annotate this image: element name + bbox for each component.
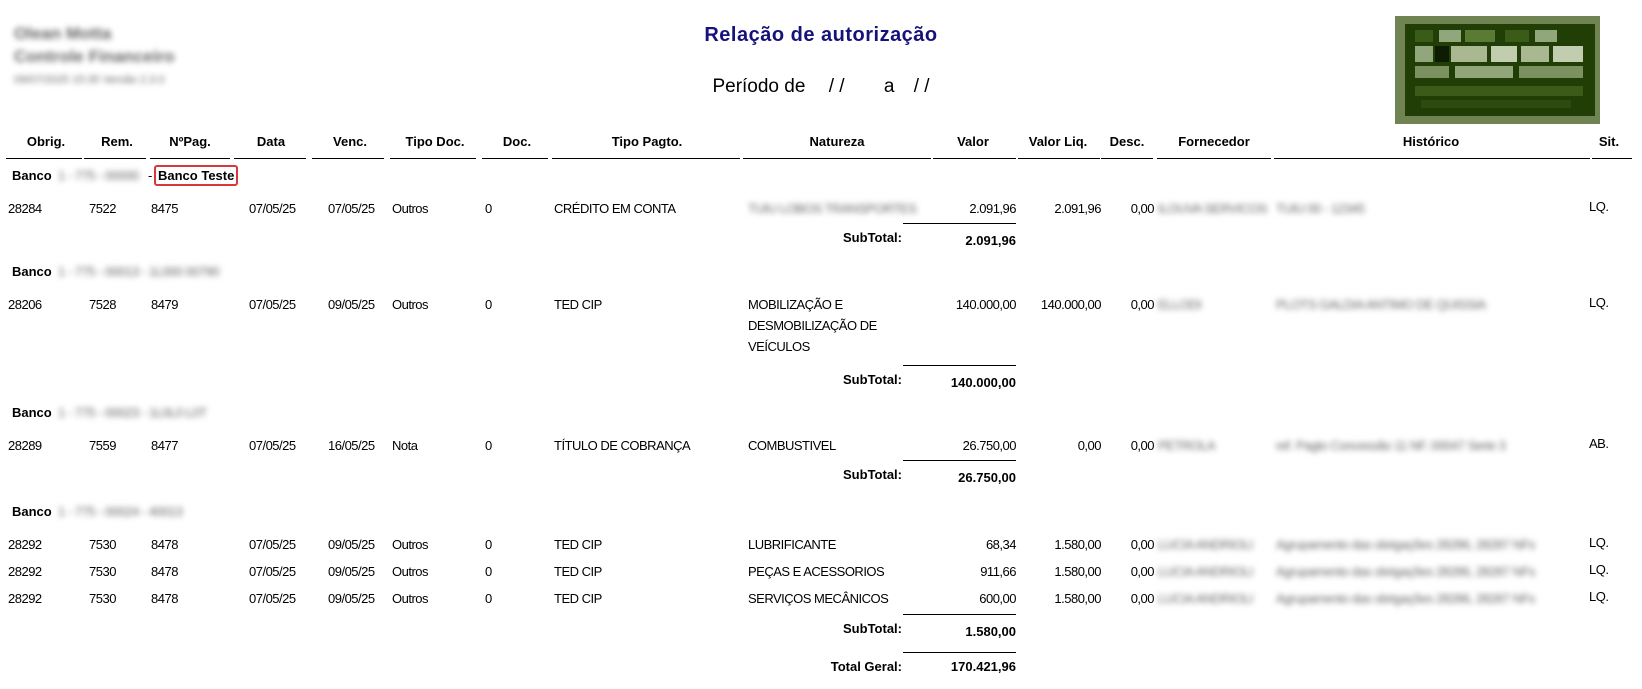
subtotal-label: SubTotal: bbox=[843, 230, 902, 245]
cell-valor-liq: 1.580,00 bbox=[1054, 537, 1101, 552]
header-rule-segment bbox=[234, 158, 306, 159]
period-to: / / bbox=[913, 76, 930, 97]
period-sep: a bbox=[883, 76, 895, 97]
cell-tipo-doc: Nota bbox=[392, 438, 418, 453]
subtotal-value: 1.580,00 bbox=[965, 624, 1016, 639]
bank-account: 1 - 775 - 00023 - 1L0L0 L0T bbox=[58, 405, 207, 420]
cell-npag: 8477 bbox=[151, 438, 178, 453]
company-subtitle: Controle Financeiro bbox=[14, 47, 175, 66]
header-rule-segment bbox=[933, 158, 1016, 159]
subtotal-rule bbox=[903, 365, 1016, 366]
cell-tipo-doc: Outros bbox=[392, 591, 429, 606]
cell-doc: 0 bbox=[485, 537, 492, 552]
header-rule-segment bbox=[390, 158, 476, 159]
cell-venc: 09/05/25 bbox=[328, 537, 375, 552]
cell-venc: 09/05/25 bbox=[328, 564, 375, 579]
subtotal-value: 2.091,96 bbox=[965, 233, 1016, 248]
cell-fornecedor: ILOUVA SERVICOS bbox=[1158, 201, 1268, 216]
cell-obrig: 28284 bbox=[8, 201, 42, 216]
cell-natureza: PEÇAS E ACESSORIOS bbox=[748, 564, 885, 579]
cell-valor: 140.000,00 bbox=[955, 297, 1016, 312]
cell-venc: 07/05/25 bbox=[328, 201, 375, 216]
cell-data: 07/05/25 bbox=[249, 297, 296, 312]
cell-valor: 911,66 bbox=[980, 564, 1016, 579]
cell-rem: 7522 bbox=[89, 201, 116, 216]
header-rule-segment bbox=[312, 158, 384, 159]
cell-sit: LQ. bbox=[1589, 535, 1609, 550]
subtotal-value: 26.750,00 bbox=[958, 470, 1016, 485]
column-header: NºPag. bbox=[169, 134, 211, 149]
column-header: Venc. bbox=[333, 134, 367, 149]
subtotal-label: SubTotal: bbox=[843, 372, 902, 387]
bank-label: Banco bbox=[12, 504, 52, 519]
subtotal-value: 140.000,00 bbox=[950, 375, 1016, 390]
cell-valor: 68,34 bbox=[985, 537, 1016, 552]
cell-npag: 8478 bbox=[151, 537, 178, 552]
cell-historico: Agrupamento das obrigações 28286, 28287 NFs bbox=[1276, 564, 1535, 579]
company-logo bbox=[1395, 16, 1600, 124]
grand-total-rule bbox=[903, 652, 1016, 653]
column-header: Data bbox=[256, 134, 286, 149]
company-name: Olean Motta bbox=[14, 24, 112, 43]
column-header: Sit. bbox=[1598, 134, 1620, 149]
cell-doc: 0 bbox=[485, 201, 492, 216]
period-from: / / bbox=[828, 76, 845, 97]
bank-separator: - bbox=[148, 168, 152, 183]
cell-tipo-doc: Outros bbox=[392, 201, 429, 216]
cell-desc: 0,00 bbox=[1130, 564, 1154, 579]
cell-doc: 0 bbox=[485, 564, 492, 579]
cell-obrig: 28292 bbox=[8, 564, 42, 579]
cell-natureza: COMBUSTIVEL bbox=[748, 438, 836, 453]
column-header: Fornecedor bbox=[1178, 134, 1250, 149]
header-rule-segment bbox=[6, 158, 82, 159]
cell-natureza: VEÍCULOS bbox=[748, 339, 810, 354]
cell-valor: 2.091,96 bbox=[969, 201, 1016, 216]
cell-data: 07/05/25 bbox=[249, 201, 296, 216]
cell-obrig: 28206 bbox=[8, 297, 42, 312]
cell-fornecedor: ELLODI bbox=[1158, 297, 1202, 312]
cell-data: 07/05/25 bbox=[249, 537, 296, 552]
header-rule-segment bbox=[84, 158, 146, 159]
column-header: Tipo Pagto. bbox=[611, 134, 683, 149]
report-title: Relação de autorização bbox=[704, 24, 938, 46]
cell-data: 07/05/25 bbox=[249, 438, 296, 453]
column-header: Valor Liq. bbox=[1028, 134, 1088, 149]
cell-desc: 0,00 bbox=[1130, 537, 1154, 552]
cell-fornecedor: LUCIA ANDRIOLI bbox=[1158, 564, 1253, 579]
header-rule-segment bbox=[482, 158, 548, 159]
grand-total-label: Total Geral: bbox=[830, 659, 902, 674]
cell-venc: 16/05/25 bbox=[328, 438, 375, 453]
cell-tipo-pagto: TED CIP bbox=[554, 564, 602, 579]
cell-rem: 7559 bbox=[89, 438, 116, 453]
cell-sit: LQ. bbox=[1589, 199, 1609, 214]
cell-desc: 0,00 bbox=[1130, 297, 1154, 312]
cell-rem: 7528 bbox=[89, 297, 116, 312]
cell-rem: 7530 bbox=[89, 591, 116, 606]
report-meta: 09/07/2025 15:35 Versão 2.3.0 bbox=[14, 74, 165, 86]
cell-historico: Agrupamento das obrigações 28286, 28287 NFs bbox=[1276, 537, 1535, 552]
header-rule-segment bbox=[1274, 158, 1590, 159]
cell-tipo-doc: Outros bbox=[392, 564, 429, 579]
grand-total-value: 170.421,96 bbox=[950, 659, 1016, 674]
cell-rem: 7530 bbox=[89, 537, 116, 552]
cell-rem: 7530 bbox=[89, 564, 116, 579]
cell-tipo-pagto: TÍTULO DE COBRANÇA bbox=[554, 438, 691, 453]
cell-natureza: DESMOBILIZAÇÃO DE bbox=[748, 318, 877, 333]
cell-fornecedor: LUCIA ANDRIOLI bbox=[1158, 591, 1253, 606]
cell-natureza: MOBILIZAÇÃO E bbox=[748, 297, 843, 312]
cell-obrig: 28292 bbox=[8, 591, 42, 606]
cell-historico: ref. Pagto Concessão 11 NF. 00047 Serie 3 bbox=[1276, 438, 1506, 453]
cell-data: 07/05/25 bbox=[249, 564, 296, 579]
cell-valor: 26.750,00 bbox=[962, 438, 1016, 453]
header-rule-segment bbox=[552, 158, 740, 159]
cell-doc: 0 bbox=[485, 438, 492, 453]
cell-historico: Agrupamento das obrigações 28286, 28287 NFs bbox=[1276, 591, 1535, 606]
cell-sit: LQ. bbox=[1589, 589, 1609, 604]
cell-venc: 09/05/25 bbox=[328, 297, 375, 312]
cell-tipo-pagto: TED CIP bbox=[554, 297, 602, 312]
bank-name-badge: Banco Teste bbox=[154, 165, 238, 186]
cell-sit: AB. bbox=[1589, 436, 1609, 451]
period-label: Período de bbox=[712, 76, 806, 97]
cell-npag: 8478 bbox=[151, 591, 178, 606]
bank-label: Banco bbox=[12, 264, 52, 279]
cell-venc: 09/05/25 bbox=[328, 591, 375, 606]
header-rule-segment bbox=[150, 158, 230, 159]
bank-account: 1 - 775 - 00013 - 1L000 00790 bbox=[58, 264, 220, 279]
cell-natureza: TUIU LOBOS TRANSPORTES bbox=[748, 201, 917, 216]
bank-account: 1 - 775 - 00000 bbox=[58, 168, 139, 183]
subtotal-label: SubTotal: bbox=[843, 621, 902, 636]
cell-npag: 8478 bbox=[151, 564, 178, 579]
header-rule-segment bbox=[1101, 158, 1153, 159]
cell-desc: 0,00 bbox=[1130, 201, 1154, 216]
cell-obrig: 28289 bbox=[8, 438, 42, 453]
cell-desc: 0,00 bbox=[1130, 438, 1154, 453]
subtotal-rule bbox=[903, 460, 1016, 461]
cell-natureza: LUBRIFICANTE bbox=[748, 537, 836, 552]
cell-natureza: SERVIÇOS MECÂNICOS bbox=[748, 591, 889, 606]
cell-obrig: 28292 bbox=[8, 537, 42, 552]
header-rule-segment bbox=[1018, 158, 1100, 159]
cell-npag: 8479 bbox=[151, 297, 178, 312]
cell-desc: 0,00 bbox=[1130, 591, 1154, 606]
cell-valor-liq: 140.000,00 bbox=[1040, 297, 1101, 312]
cell-valor-liq: 1.580,00 bbox=[1054, 591, 1101, 606]
cell-sit: LQ. bbox=[1589, 562, 1609, 577]
bank-account: 1 - 775 - 00024 - 40013 bbox=[58, 504, 183, 519]
cell-tipo-doc: Outros bbox=[392, 537, 429, 552]
column-header: Obrig. bbox=[26, 134, 66, 149]
cell-tipo-pagto: TED CIP bbox=[554, 591, 602, 606]
header-rule-segment bbox=[1157, 158, 1271, 159]
cell-tipo-doc: Outros bbox=[392, 297, 429, 312]
header-rule-segment bbox=[743, 158, 931, 159]
cell-historico: TUIU 00 - 12345 bbox=[1276, 201, 1365, 216]
cell-doc: 0 bbox=[485, 297, 492, 312]
column-header: Tipo Doc. bbox=[405, 134, 465, 149]
column-header: Histórico bbox=[1402, 134, 1460, 149]
cell-valor-liq: 1.580,00 bbox=[1054, 564, 1101, 579]
cell-historico: PLOTS GALDIA ANTIMO DE QUISSIA bbox=[1276, 297, 1486, 312]
column-header: Desc. bbox=[1109, 134, 1145, 149]
cell-fornecedor: LUCIA ANDRIOLI bbox=[1158, 537, 1253, 552]
bank-label: Banco bbox=[12, 168, 52, 183]
cell-npag: 8475 bbox=[151, 201, 178, 216]
cell-data: 07/05/25 bbox=[249, 591, 296, 606]
column-header: Natureza bbox=[809, 134, 865, 149]
column-header: Valor bbox=[957, 134, 989, 149]
column-header: Rem. bbox=[101, 134, 133, 149]
header-rule-segment bbox=[1592, 158, 1632, 159]
cell-tipo-pagto: TED CIP bbox=[554, 537, 602, 552]
subtotal-label: SubTotal: bbox=[843, 467, 902, 482]
cell-fornecedor: PETROLA bbox=[1158, 438, 1216, 453]
bank-label: Banco bbox=[12, 405, 52, 420]
column-header: Doc. bbox=[502, 134, 532, 149]
subtotal-rule bbox=[903, 614, 1016, 615]
cell-tipo-pagto: CRÉDITO EM CONTA bbox=[554, 201, 676, 216]
cell-valor-liq: 2.091,96 bbox=[1054, 201, 1101, 216]
subtotal-rule bbox=[903, 223, 1016, 224]
cell-valor: 600,00 bbox=[979, 591, 1016, 606]
cell-sit: LQ. bbox=[1589, 295, 1609, 310]
cell-valor-liq: 0,00 bbox=[1077, 438, 1101, 453]
cell-doc: 0 bbox=[485, 591, 492, 606]
